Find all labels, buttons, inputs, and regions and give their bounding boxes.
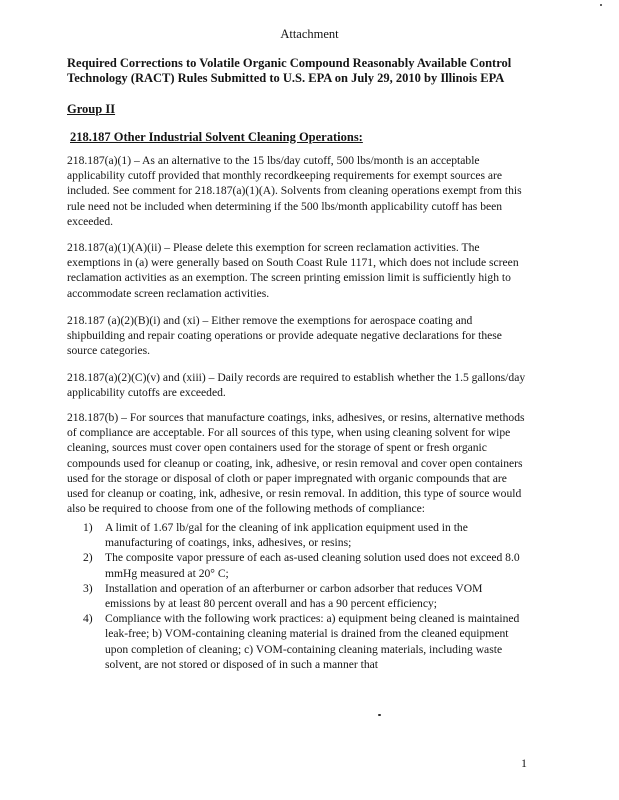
section-heading: 218.187 Other Industrial Solvent Cleaning Operations: [70, 130, 363, 144]
list-item [83, 550, 523, 580]
scan-speck [378, 714, 381, 716]
list-text: The composite vapor pressure of each as-used cleaning solution used does not exceed 8.0 mmHg measured at 20° C; [105, 551, 520, 580]
comment-text: Please delete this exemption for screen reclamation activities. The exemptions in (a) were generally based on South Coast Rule 1171, which does not include screen reclamation activities as an exemption. The screen printing emission limit is sufficiently high to accommodate screen reclamation activities. [67, 241, 519, 300]
rule-reference: 218.187(b) – [67, 411, 127, 424]
comment-paragraph [67, 153, 527, 229]
comment-paragraph [67, 313, 527, 359]
comment-text: As an alternative to the 15 lbs/day cutoff, 500 lbs/month is an acceptable applicability cutoff provided that monthly recordkeeping requirements for exempt sources are included. See comment for 218.187(a)(1)(A). Solvents from cleaning operations exempt from this rule need not be included when determining if the 500 lbs/month applicability cutoff has been exceeded. [67, 154, 522, 228]
rule-reference: 218.187(a)(1) – [67, 154, 140, 167]
attachment-header: Attachment [280, 27, 339, 41]
list-text: Installation and operation of an afterburner or carbon adsorber that reduces VOM emissions by at least 80 percent overall and has a 90 percent efficiency; [105, 581, 483, 611]
list-number: 1) [83, 521, 93, 534]
list-number: 2) [83, 551, 93, 565]
list-number: 3) [83, 581, 93, 595]
list-item [83, 520, 523, 550]
rule-reference: 218.187(a)(1)(A)(ii) – [67, 241, 171, 254]
comment-text: Daily records are required to establish whether the 1.5 gallons/day applicability cutoffs are exceeded. [67, 371, 526, 400]
list-text: Compliance with the following work practices: a) equipment being cleaned is maintained leak-free; b) VOM-containing cleaning material is drained from the cleaned equipment upon completion of cleaning; c) VOM-containing cleaning materials, including waste solvent, are not stored or disposed of in such a manner that [105, 612, 520, 671]
list-item [83, 581, 523, 611]
rule-reference: 218.187 (a)(2)(B)(i) and (xi) – [67, 314, 209, 327]
rule-reference: 218.187(a)(2)(C)(v) and (xiii) – [67, 371, 215, 384]
comment-text: For sources that manufacture coatings, inks, adhesives, or resins, alternative methods of compliance are acceptable. For all sources of this type, when using cleaning solvent for wipe cleaning, sources must cover open containers used for the storage of spent or fresh organic compounds used for cleanup or coating, ink, adhesive, or resin removal and cover open containers used for the storage or disposal of cloth or paper impregnated with organic compounds that are used for cleanup or coating, ink, adhesive, or resin removal. In addition, this type of source would also be required to choose from one of the following methods of compliance: [67, 411, 525, 516]
list-number: 4) [83, 612, 93, 626]
comment-paragraph [67, 410, 527, 516]
list-text: A limit of 1.67 lb/gal for the cleaning of ink application equipment used in the manufacturing of coatings, inks, adhesives, or resins; [105, 521, 468, 550]
comment-paragraph [67, 370, 527, 400]
scan-speck [600, 4, 602, 6]
comment-paragraph [67, 240, 527, 301]
group-heading: Group II [67, 102, 116, 116]
page-number: 1 [521, 756, 527, 770]
document-title: Required Corrections to Volatile Organic Compound Reasonably Available Control Technology (RACT) Rules Submitted to U.S. EPA on July 29, 2010 by Illinois EPA [67, 56, 512, 85]
list-item [83, 611, 523, 672]
comment-text: Either remove the exemptions for aerospace coating and shipbuilding and repair coating operations or provide adequate negative declarations for these source categories. [67, 314, 502, 358]
compliance-methods-list [83, 520, 523, 672]
